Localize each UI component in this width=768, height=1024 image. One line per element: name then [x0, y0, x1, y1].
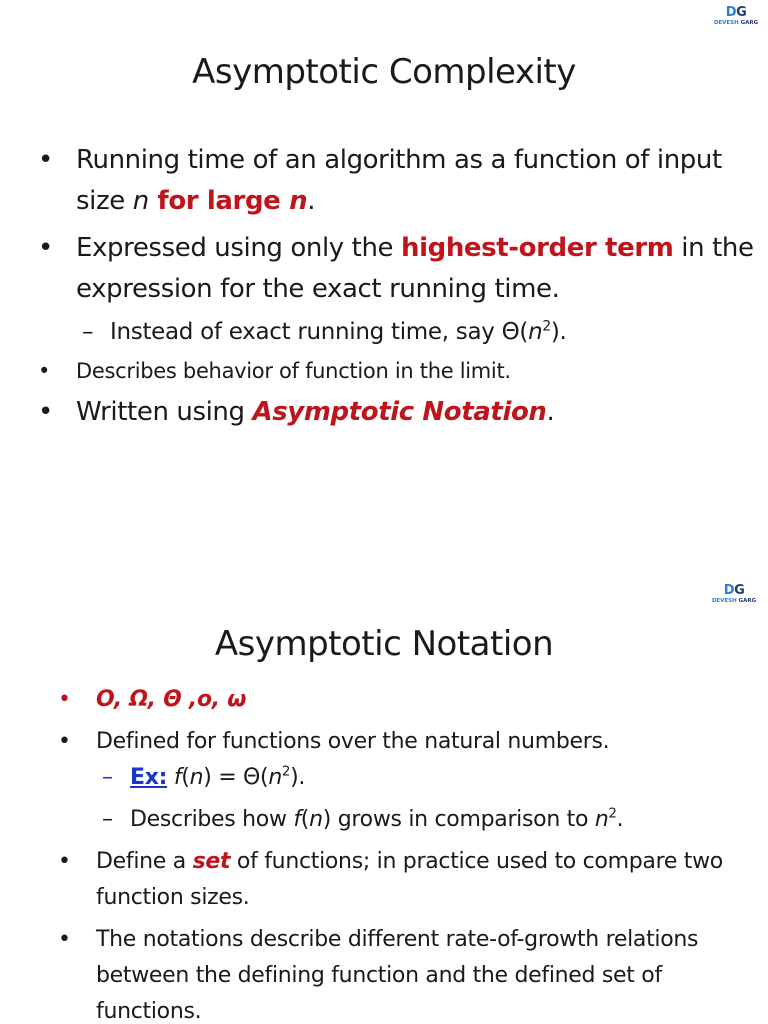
- logo-name: DEVESH GARG: [711, 598, 757, 604]
- devesh-garg-logo: [702, 584, 766, 624]
- bullet-limit-behavior: • Describes behavior of function in the limit.: [76, 356, 756, 386]
- bullet-rate-of-growth: • The notations describe different rate-of-growth relations between the defining function and the defined set of functions.: [96, 922, 756, 1024]
- bullet-icon: •: [38, 359, 51, 383]
- bullet-icon: •: [38, 233, 53, 263]
- bullet-list: [38, 140, 756, 433]
- devesh-garg-logo: [704, 6, 768, 46]
- logo-mark: DG: [723, 583, 745, 598]
- sub-bullet-growth-comparison: – Describes how f(n) grows in comparison to $n^2$.: [130, 802, 756, 838]
- bullet-icon: •: [38, 397, 53, 427]
- slide-title: Asymptotic Complexity: [192, 52, 576, 92]
- logo-name: DEVESH GARG: [713, 20, 759, 26]
- sub-bullet-theta-example: – Instead of exact running time, say $\Theta(n^2)$.: [110, 314, 756, 350]
- bullet-natural-numbers: • Defined for functions over the natural numbers.: [96, 724, 756, 760]
- slide-asymptotic-notation: [0, 560, 768, 1024]
- bullet-highest-order-term: • Expressed using only the highest-order term in the expression for the exact running time.: [76, 228, 756, 310]
- bullet-notation-symbols: • O, Ω, Θ ,o, ω: [96, 682, 756, 718]
- dash-icon: –: [102, 807, 113, 832]
- bullet-asymptotic-notation: • Written using Asymptotic Notation.: [76, 392, 756, 433]
- bullet-icon: •: [58, 927, 71, 952]
- bullet-list: [58, 682, 756, 1024]
- bullet-set-of-functions: • Define a set of functions; in practice used to compare two function sizes.: [96, 844, 756, 916]
- example-label: Ex:: [130, 765, 168, 790]
- dash-icon: –: [82, 319, 94, 345]
- bullet-icon: •: [58, 687, 71, 712]
- bullet-icon: •: [58, 729, 71, 754]
- dash-icon: –: [102, 765, 113, 790]
- bullet-running-time: • Running time of an algorithm as a function of input size n for large n.: [76, 140, 756, 222]
- slide-title: Asymptotic Notation: [214, 624, 554, 664]
- sub-bullet-example: – Ex: $f(n) = \Theta(n^2)$.: [130, 760, 756, 796]
- bullet-icon: •: [58, 849, 71, 874]
- bullet-icon: •: [38, 145, 53, 175]
- logo-mark: DG: [725, 5, 747, 20]
